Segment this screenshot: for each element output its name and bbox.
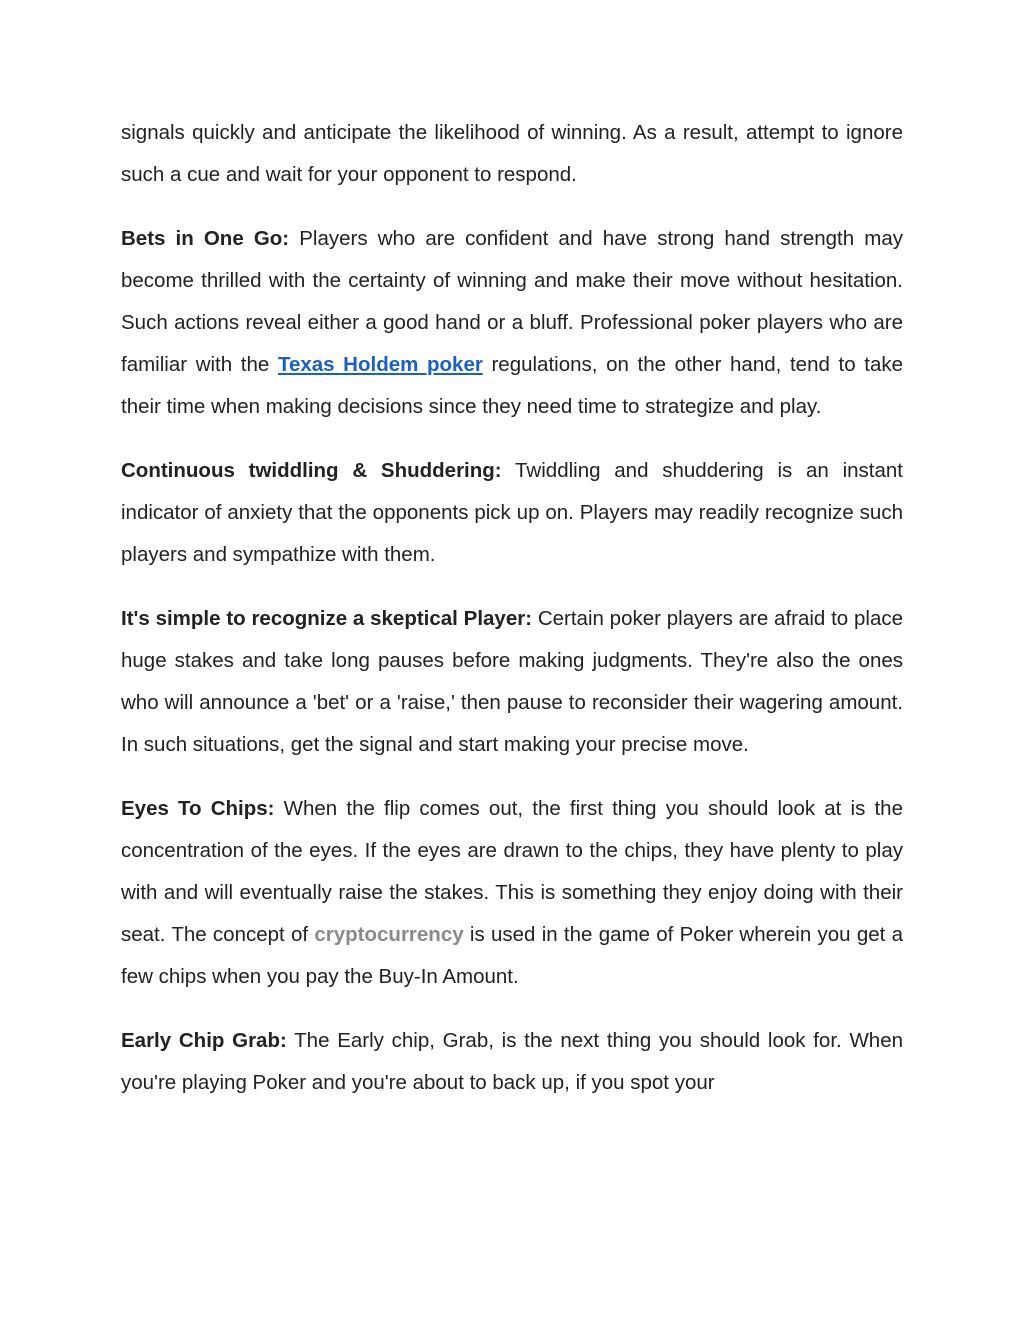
paragraph-intro bbox=[121, 112, 903, 196]
paragraph-twiddling bbox=[121, 450, 903, 576]
paragraph-eyes-to-chips bbox=[121, 788, 903, 998]
paragraph-text: The Early chip, Grab, is the next thing you should look for. When you're playing Poker and you're about to back up, if you spot your bbox=[121, 1029, 903, 1094]
document-page bbox=[121, 112, 903, 1126]
paragraph-skeptical-player bbox=[121, 598, 903, 766]
paragraph-early-chip-grab bbox=[121, 1020, 903, 1104]
paragraph-heading: It's simple to recognize a skeptical Player: bbox=[121, 607, 533, 630]
paragraph-text: signals quickly and anticipate the likelihood of winning. As a result, attempt to ignore such a cue and wait for your opponent to respond. bbox=[121, 121, 903, 186]
paragraph-bets-in-one-go bbox=[121, 218, 903, 428]
paragraph-heading: Early Chip Grab: bbox=[121, 1029, 287, 1052]
paragraph-text: is used in the game of Poker wherein you get a few chips when you pay the Buy-In Amount. bbox=[121, 923, 903, 988]
paragraph-text: Twiddling and shuddering is an instant indicator of anxiety that the opponents pick up on. Players may readily recognize such players and sympathize with them. bbox=[121, 459, 903, 566]
paragraph-heading: Bets in One Go: bbox=[121, 227, 290, 250]
cryptocurrency-term: cryptocurrency bbox=[314, 923, 464, 946]
paragraph-text: Certain poker players are afraid to place huge stakes and take long pauses before making judgments. They're also the ones who will announce a 'bet' or a 'raise,' then pause to reconsider their wagering amount. In such situations, get the signal and start making your precise move. bbox=[121, 607, 903, 756]
paragraph-text: Players who are confident and have strong hand strength may become thrilled with the certainty of winning and make their move without hesitation. Such actions reveal either a good hand or a bluff. Professional poker players who are familiar with the bbox=[121, 227, 903, 376]
paragraph-text: When the flip comes out, the first thing you should look at is the concentration of the eyes. If the eyes are drawn to the chips, they have plenty to play with and will eventually raise the stakes. This is something they enjoy doing with their seat. The concept of bbox=[121, 797, 903, 946]
paragraph-heading: Eyes To Chips: bbox=[121, 797, 275, 820]
texas-holdem-link[interactable]: Texas Holdem poker bbox=[277, 353, 483, 376]
paragraph-heading: Continuous twiddling & Shuddering: bbox=[121, 459, 502, 482]
paragraph-text: regulations, on the other hand, tend to take their time when making decisions since they need time to strategize and play. bbox=[121, 353, 903, 418]
